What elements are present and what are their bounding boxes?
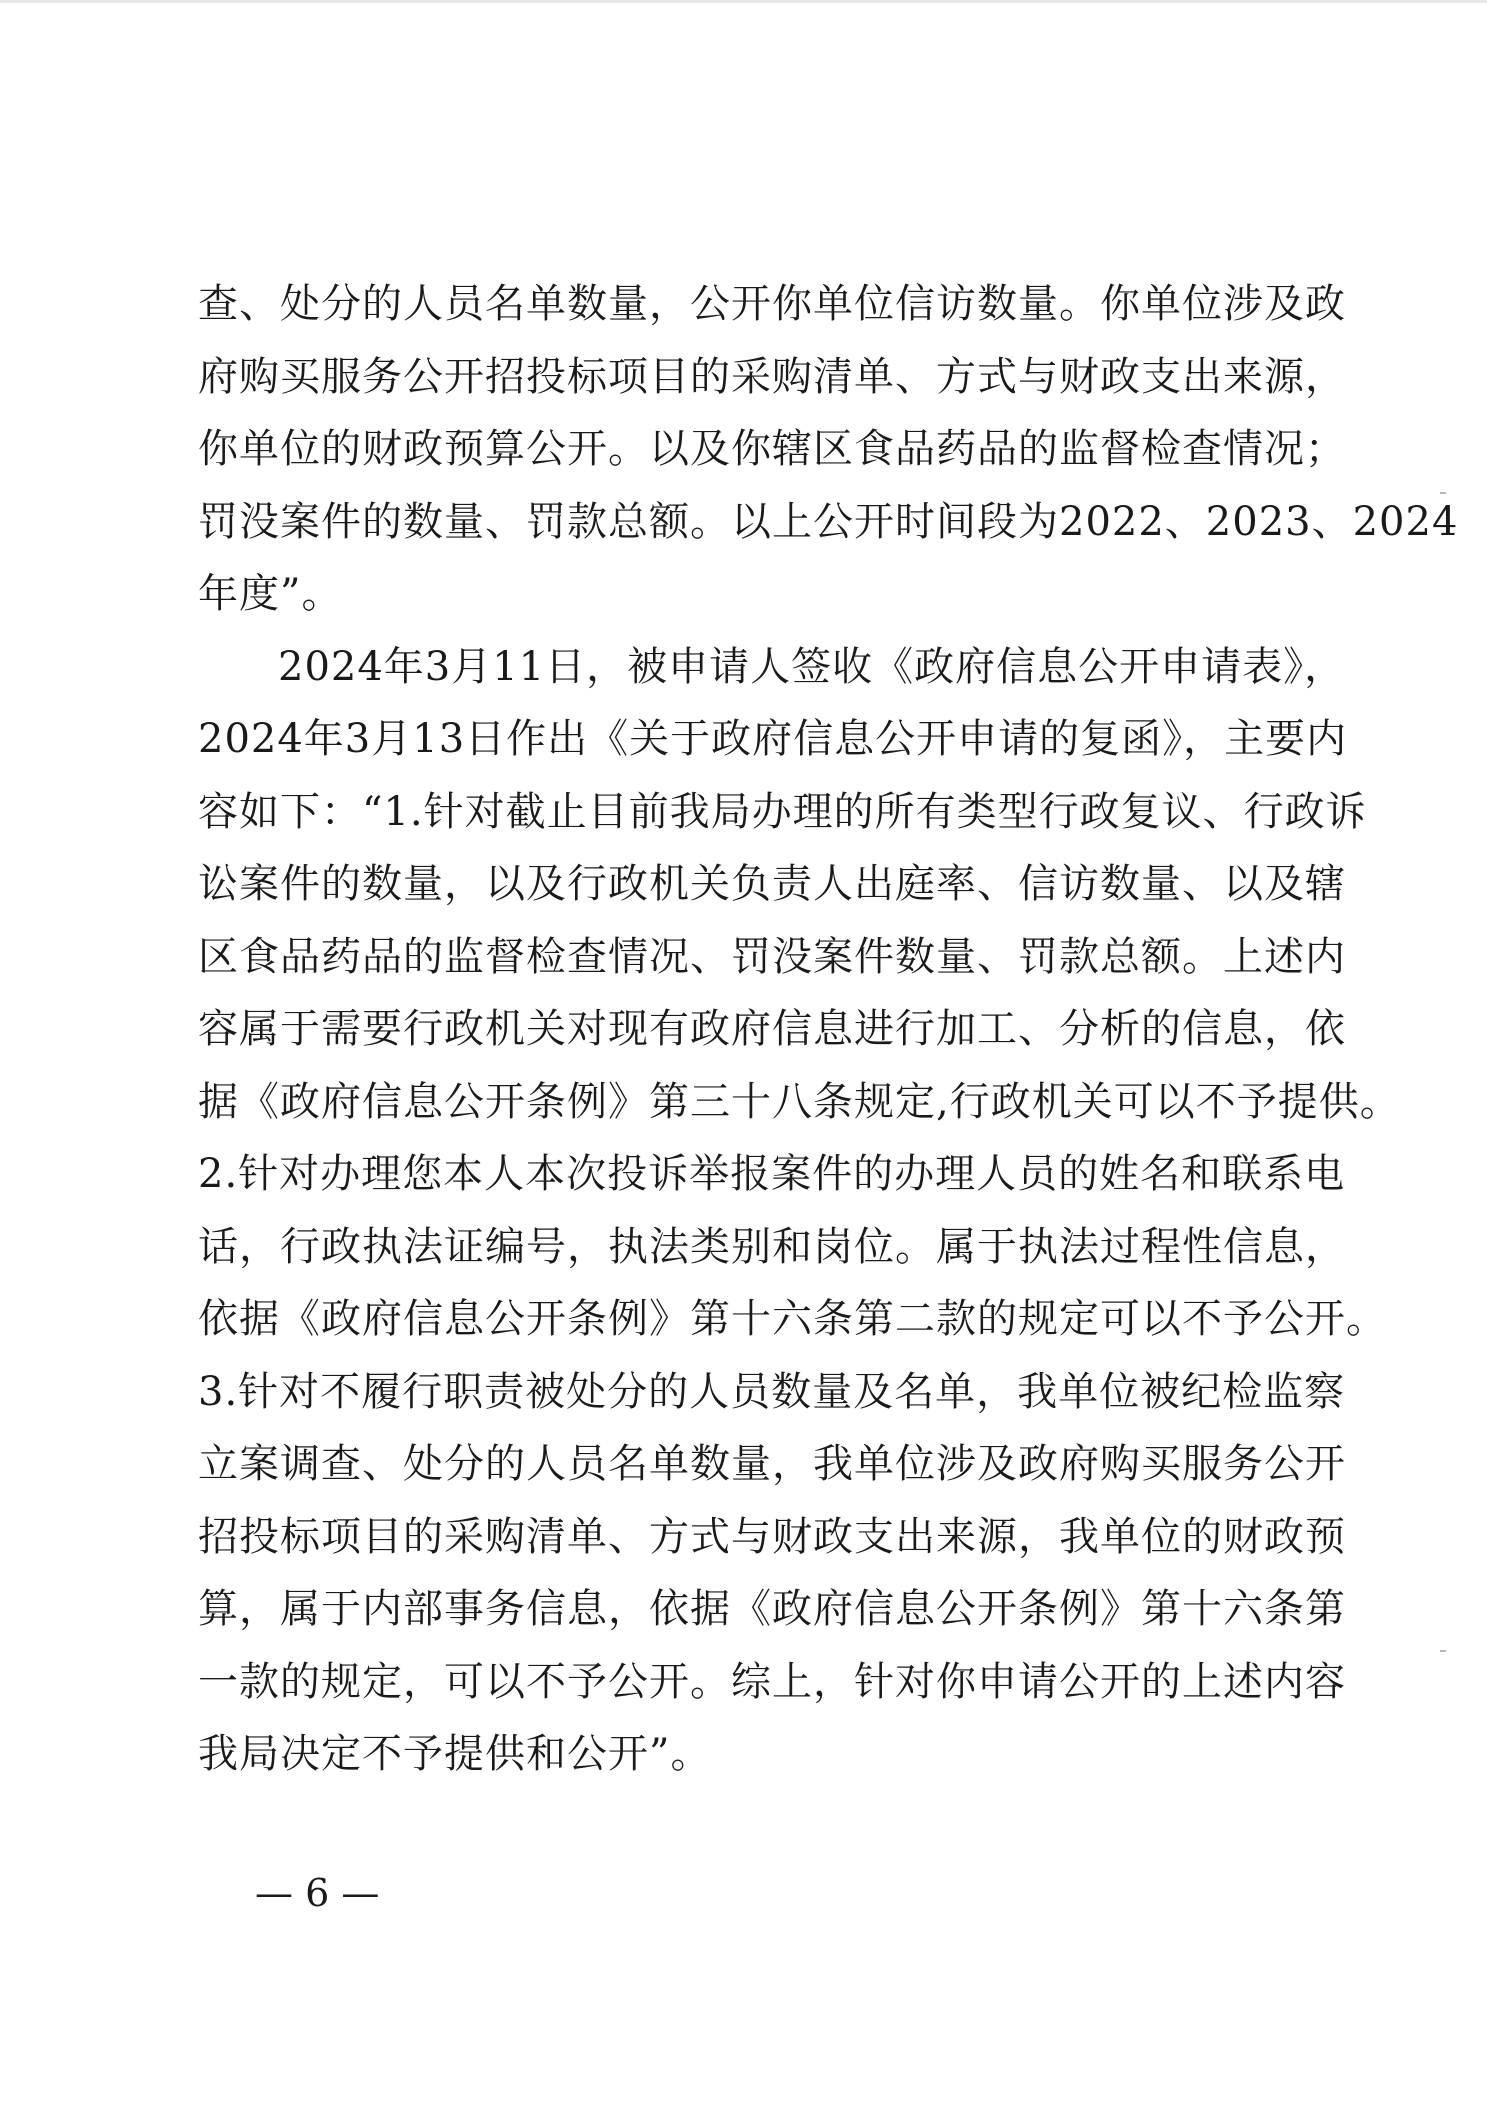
text-line: 3.针对不履行职责被处分的人员数量及名单，我单位被纪检监察 <box>198 1368 1346 1415</box>
text-line: 罚没案件的数量、罚款总额。以上公开时间段为2022、2023、2024 <box>198 498 1459 545</box>
text-line: 讼案件的数量，以及行政机关负责人出庭率、信访数量、以及辖 <box>198 861 1346 907</box>
text-line: 据《政府信息公开条例》第三十八条规定,行政机关可以不予提供。 <box>198 1078 1401 1125</box>
document-body <box>198 268 1459 1791</box>
text-line: 算，属于内部事务信息，依据《政府信息公开条例》第十六条第 <box>198 1586 1346 1632</box>
text-line: 一款的规定，可以不予公开。综上，针对你申请公开的上述内容 <box>198 1658 1346 1705</box>
text-line: 容如下：“1.针对截止目前我局办理的所有类型行政复议、行政诉 <box>198 788 1367 835</box>
text-line: 你单位的财政预算公开。以及你辖区食品药品的监督检查情况； <box>198 426 1346 472</box>
text-line: 立案调查、处分的人员名单数量，我单位涉及政府购买服务公开 <box>198 1441 1346 1487</box>
text-line: 2024年3月11日，被申请人签收《政府信息公开申请表》， <box>278 643 1346 690</box>
text-line: 查、处分的人员名单数量，公开你单位信访数量。你单位涉及政 <box>198 281 1346 327</box>
text-line: 招投标项目的采购清单、方式与财政支出来源，我单位的财政预 <box>198 1513 1346 1560</box>
text-line: 依据《政府信息公开条例》第十六条第二款的规定可以不予公开。 <box>198 1296 1387 1342</box>
text-line: 2024年3月13日作出《关于政府信息公开申请的复函》，主要内 <box>198 716 1348 762</box>
scan-artifact <box>1440 492 1446 494</box>
text-line: 我局决定不予提供和公开”。 <box>198 1731 712 1777</box>
text-line: 年度”。 <box>198 571 343 617</box>
text-line: 2.针对办理您本人本次投诉举报案件的办理人员的姓名和联系电 <box>198 1151 1346 1197</box>
text-line: 话，行政执法证编号，执法类别和岗位。属于执法过程性信息， <box>198 1223 1346 1270</box>
text-line: 区食品药品的监督检查情况、罚没案件数量、罚款总额。上述内 <box>198 933 1346 980</box>
scan-artifact <box>1440 1650 1446 1652</box>
scan-top-edge <box>0 0 1487 3</box>
text-line: 府购买服务公开招投标项目的采购清单、方式与财政支出来源， <box>198 353 1346 400</box>
page-number: — 6 — <box>255 1871 380 1915</box>
text-line: 容属于需要行政机关对现有政府信息进行加工、分析的信息，依 <box>198 1006 1346 1052</box>
